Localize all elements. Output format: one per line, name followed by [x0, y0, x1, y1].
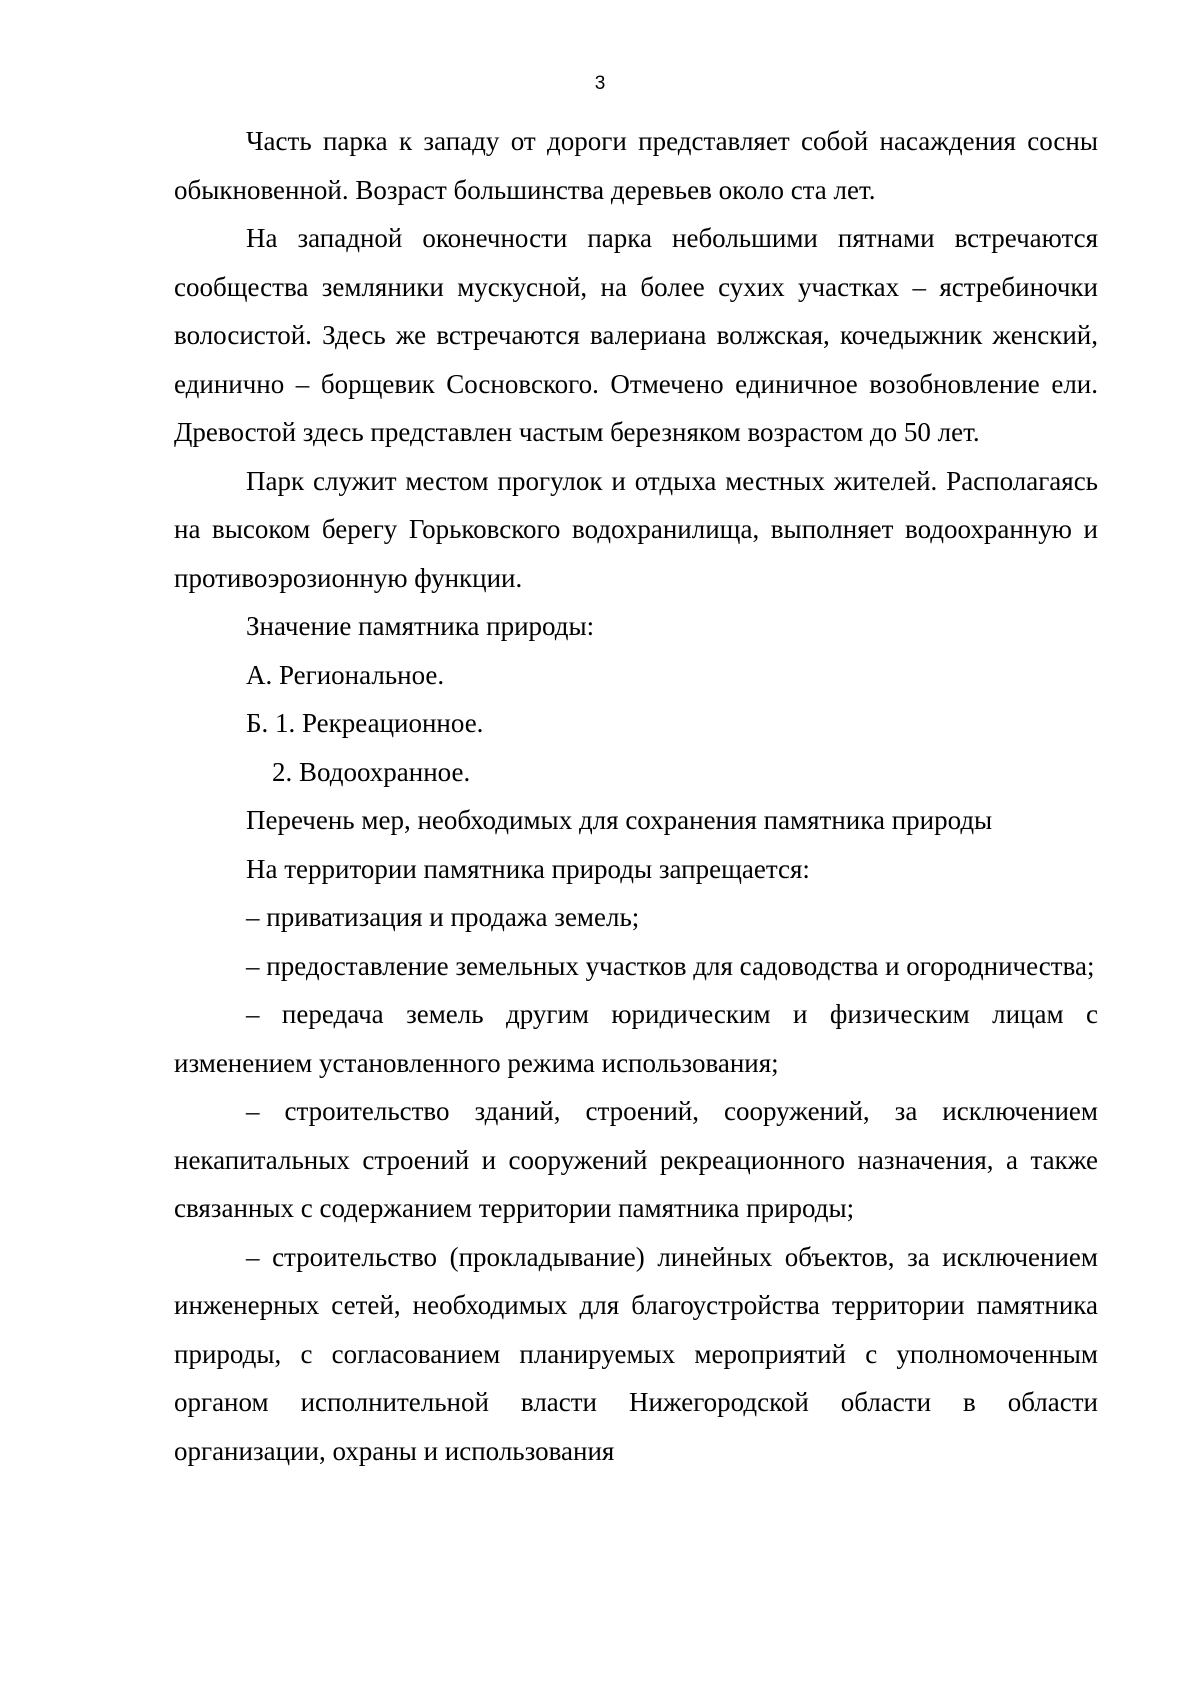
body-text: [174, 117, 1098, 1475]
paragraph-significance-recreational: Б. 1. Рекреационное.: [246, 708, 484, 738]
paragraph-western-end: На западной оконечности парка небольшими пятнами встречаются сообщества земляники мускусной, на более сухих участках – ястребиночки волосистой. Здесь же встречаются валериана волжская, кочедыжник женский, единично – борщевик Сосновского. Отмечено единичное возобновление ели. Древостой здесь представлен частым березняком возрастом до 50 лет.: [174, 223, 1098, 447]
paragraph-measures-heading: Перечень мер, необходимых для сохранения памятника природы: [246, 805, 993, 835]
page-number: 3: [594, 73, 606, 94]
list-item-building-construction: – строительство зданий, строений, сооружений, за исключением некапитальных строений и сооружений рекреационного назначения, а также связанных с содержанием территории памятника природы;: [174, 1096, 1098, 1223]
list-item-privatization: – приватизация и продажа земель;: [246, 902, 640, 932]
paragraph-pine-plantation: Часть парка к западу от дороги представляет собой насаждения сосны обыкновенной. Возраст большинства деревьев около ста лет.: [174, 126, 1098, 205]
list-item-linear-objects: – строительство (прокладывание) линейных объектов, за исключением инженерных сетей, необходимых для благоустройства территории памятника природы, с согласованием планируемых мероприятий с уполномоченным органом исполнительной власти Нижегородской области в области организации, охраны и использования: [174, 1241, 1098, 1466]
list-item-land-transfer: – передача земель другим юридическим и физическим лицам с изменением установленного режима использования;: [174, 999, 1098, 1078]
list-item-land-plots: – предоставление земельных участков для садоводства и огородничества;: [246, 950, 1095, 981]
paragraph-significance-regional: А. Региональное.: [246, 659, 445, 690]
paragraph-significance-heading: Значение памятника природы:: [246, 611, 595, 641]
paragraph-significance-water: 2. Водоохранное.: [272, 756, 471, 787]
paragraph-prohibited-heading: На территории памятника природы запрещается:: [246, 853, 810, 884]
paragraph-park-purpose: Парк служит местом прогулок и отдыха местных жителей. Располагаясь на высоком берегу Горьковского водохранилища, выполняет водоохранную и противоэрозионную функции.: [174, 465, 1098, 593]
